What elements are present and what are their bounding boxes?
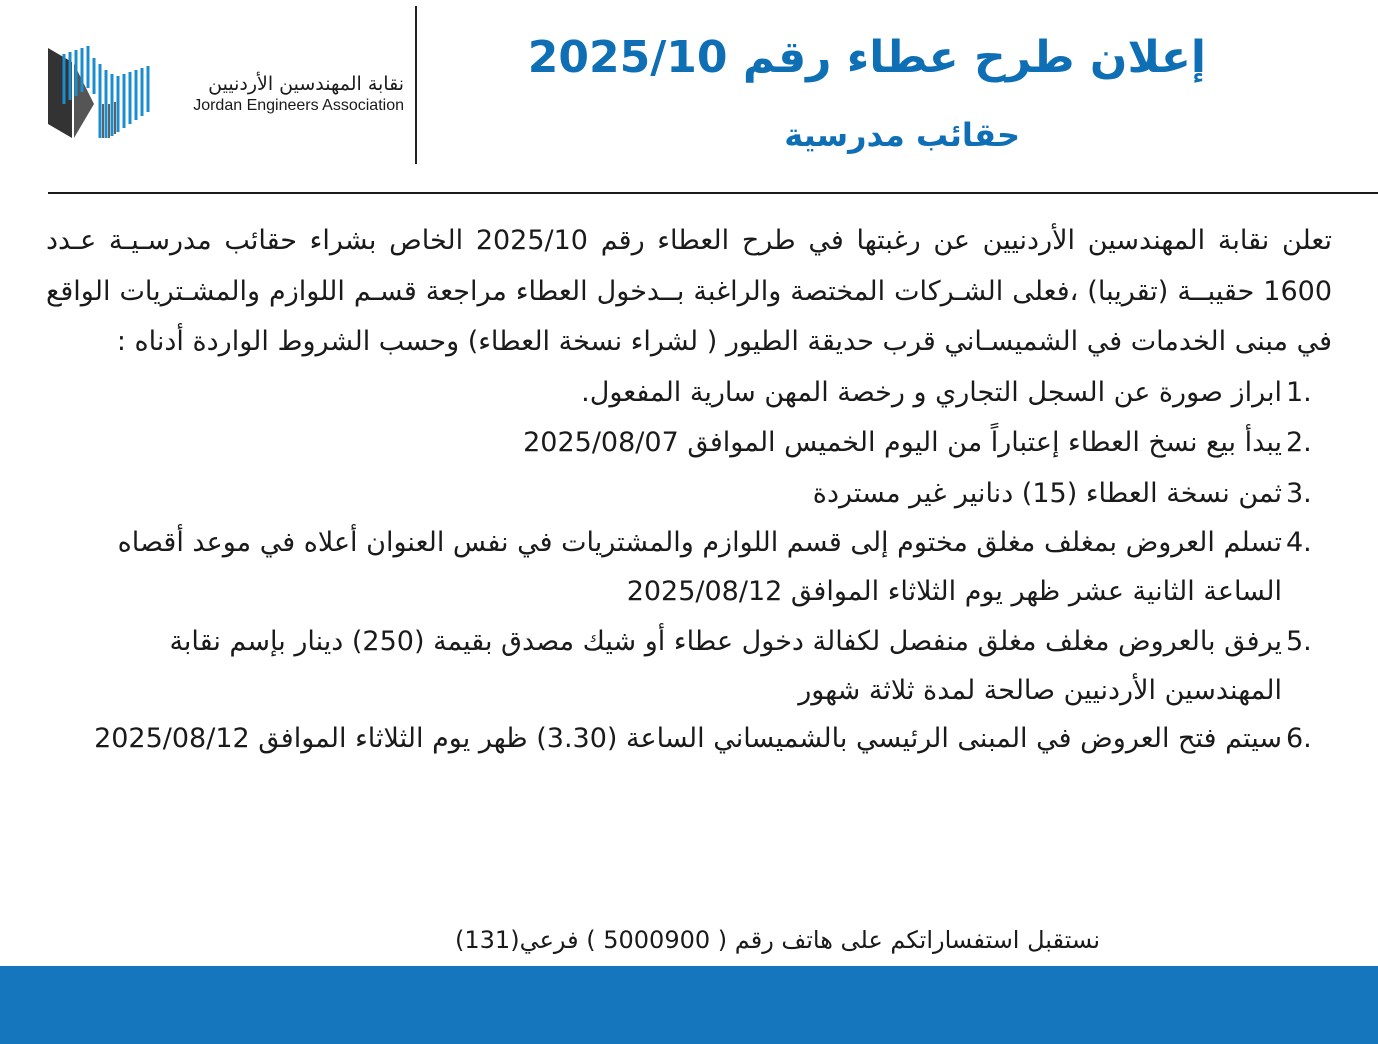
item-number: 6. (1286, 723, 1312, 754)
announcement-title: إعلان طرح عطاء رقم 2025/10 (527, 32, 1206, 83)
header-divider (415, 6, 417, 164)
list-item (46, 519, 1312, 616)
list-item (46, 418, 1312, 469)
item-text: ابراز صورة عن السجل التجاري و رخصة المهن سارية المفعول. (581, 376, 1282, 408)
list-item (46, 715, 1312, 764)
item-number: 3. (1286, 477, 1312, 509)
item-number: 4. (1286, 527, 1312, 558)
announcement-subtitle: حقائب مدرسية (784, 116, 1020, 154)
item-text: تسلم العروض بمغلف مغلق مختوم إلى قسم اللوازم والمشتريات في نفس العنوان أعلاه في موعد أقصاه الساعة الثانية عشر ظهر يوم الثلاثاء الموافق 2025/08/12 (117, 527, 1282, 607)
item-text: يرفق بالعروض مغلف مغلق منفصل لكفالة دخول عطاء أو شيك مصدق بقيمة (250) دينار بإسم نقابة المهندسين الأردنيين صالحة لمدة ثلاثة شهور (169, 626, 1282, 706)
item-number: 5. (1286, 626, 1312, 657)
org-name-arabic: نقابة المهندسين الأردنيين (208, 73, 404, 95)
org-name-english: Jordan Engineers Association (193, 97, 404, 114)
intro-paragraph: تعلن نقابة المهندسين الأردنيين عن رغبتها في طرح العطاء رقم 2025/10 الخاص بشراء حقائب مدرسـيـة عـدد 1600 حقيبــة (تقريبا) ،فعلى الشـركات المختصة والراغبة بــدخول العطاء مراجعة قسـم اللوازم والمشـتريات الواقع في مبنى الخدمات في الشميسـاني قرب حديقة الطيور ( لشراء نسخة العطاء) وحسب الشروط الواردة أدناه : (46, 225, 1332, 357)
list-item (46, 368, 1312, 419)
announcement-body (46, 216, 1332, 764)
jea-logo-mark (46, 44, 156, 140)
conditions-list (46, 368, 1332, 764)
header-rule (48, 192, 1378, 194)
contact-note: نستقبل استفساراتكم على هاتف رقم ( 5000900 ) فرعي(131) (455, 926, 1100, 954)
item-text: ثمن نسخة العطاء (15) دنانير غير مستردة (812, 477, 1282, 509)
item-text: سيتم فتح العروض في المبنى الرئيسي بالشميساني الساعة (3.30) ظهر يوم الثلاثاء الموافق 2025/08/12 (94, 723, 1282, 754)
item-text: يبدأ بيع نسخ العطاء إعتباراً من اليوم الخميس الموافق 2025/08/07 (523, 427, 1282, 458)
item-number: 1. (1286, 376, 1312, 408)
org-name (168, 72, 404, 116)
list-item (46, 469, 1312, 520)
footer-bar (0, 966, 1378, 1044)
list-item (46, 618, 1312, 715)
jea-logo (46, 44, 156, 140)
item-number: 2. (1286, 427, 1312, 458)
